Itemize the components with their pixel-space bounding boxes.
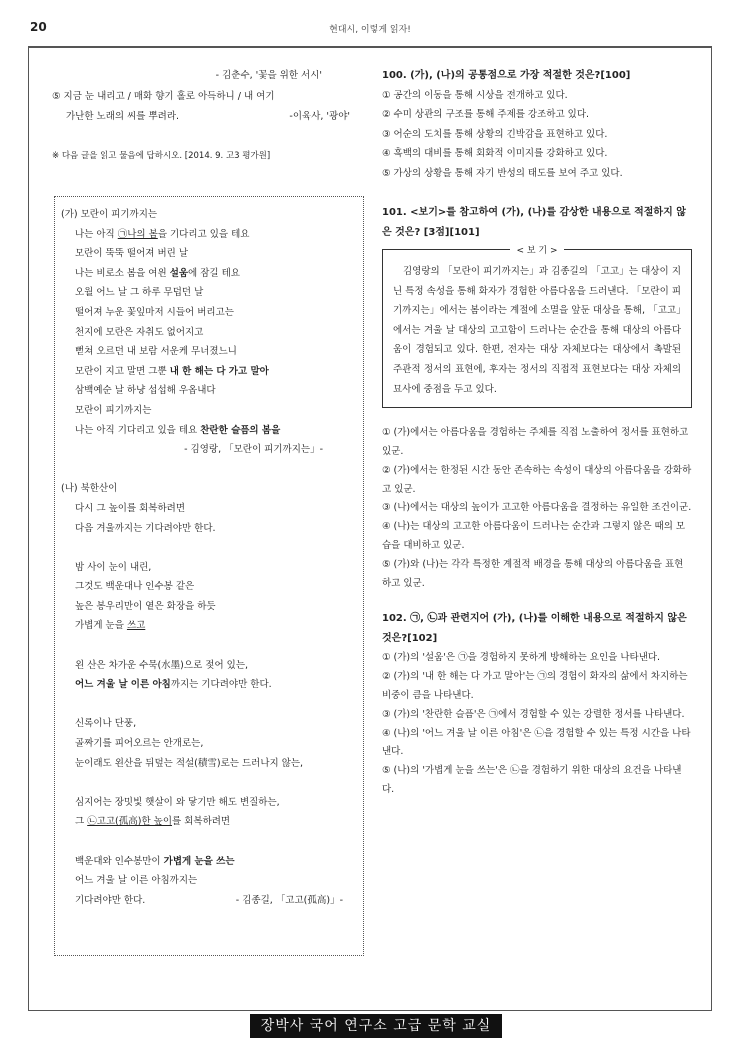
poem-line: 모란이 뚝뚝 떨어져 버린 날 <box>75 248 189 260</box>
citation-line: - 김춘수, '꽃을 위한 서시' <box>215 70 322 81</box>
question-102-title: 102. ㉠, ㉡과 관련지어 (가), (나)를 이해한 내용으로 적절하지 않은 것은?[102] <box>382 613 687 645</box>
option: ② (가)에서는 한정된 시간 동안 존속하는 속성이 대상의 아름다움을 강화하고 있군. <box>382 464 692 495</box>
left-column <box>52 66 362 166</box>
option: ② 수미 상관의 구조를 통해 주제를 강조하고 있다. <box>382 109 590 121</box>
passage-na-label: (나) 북한산이 <box>61 483 118 495</box>
poem-line: 모란이 피기까지는 <box>75 404 152 416</box>
question-101-title: 101. <보기>를 참고하여 (가), (나)를 감상한 내용으로 적절하지 않은 것은? [3점][101] <box>382 207 686 239</box>
poem-line: 떨어져 누운 꽃잎마저 시들어 버리고는 <box>75 306 234 318</box>
option: ⑤ (나)의 '가볍게 눈을 쓰는'은 ㉡을 경험하기 위한 대상의 요건을 나타낸다. <box>382 765 682 795</box>
option: ③ 어순의 도치를 통해 상황의 긴박감을 표현하고 있다. <box>382 128 608 140</box>
option: ⑤ (가)와 (나)는 각각 특정한 계절적 배경을 통해 대상의 아름다움을 표현하고 있군. <box>382 558 684 589</box>
left-border <box>28 46 29 1010</box>
option: ④ (나)의 '어느 겨울 날 이른 아침'은 ㉡을 경험할 수 있는 특정 시간을 나타낸다. <box>382 727 691 758</box>
bogi-box <box>382 246 692 408</box>
option: ③ (나)에서는 대상의 높이가 고고한 아름다움을 결정하는 유일한 조건이군. <box>382 502 692 514</box>
running-title: 현대시, 이렇게 읽자! <box>329 25 411 35</box>
poem-line: 다시 그 높이를 회복하려면 <box>75 502 186 514</box>
poem-line: 심지어는 장밋빛 햇살이 와 닿기만 해도 변질하는, <box>75 796 280 808</box>
poem-line: 어느 겨울 날 이른 아침까지는 <box>75 875 198 887</box>
poem-line: 밤 사이 눈이 내린, <box>75 561 152 573</box>
option: ② (가)의 '내 한 해는 다 가고 말아'는 ㉠의 경험이 화자의 삶에서 차지하는 비중이 큼을 나타낸다. <box>382 671 688 701</box>
poem-line: 나는 비로소 봄을 여읜 설움에 잠길 테요 <box>75 267 240 279</box>
option: ⑤ 가상의 상황을 통해 자기 반성의 태도를 보여 주고 있다. <box>382 167 623 179</box>
poem-text: 가난한 노래의 씨를 뿌려라. <box>66 111 180 123</box>
poem-line: 천지에 모란은 자취도 없어지고 <box>75 326 204 338</box>
poem-line: 나는 아직 기다리고 있을 테요 찬란한 슬픔의 봄을 <box>75 424 281 436</box>
poem-line: 골짜기를 피어오르는 안개로는, <box>75 738 204 750</box>
poem-line: 높은 봉우리만이 옅은 화장을 하듯 <box>75 600 216 612</box>
footer-banner: 장박사 국어 연구소 고급 문학 교실 <box>250 1014 502 1038</box>
bogi-label: < 보 기 > <box>510 246 563 256</box>
header-rule <box>28 46 712 48</box>
poem-line: 가볍게 눈을 쓰고 <box>75 620 146 632</box>
poem-line: ⑤ 지금 눈 내리고 / 매화 향기 홀로 아득하니 / 내 여기 <box>52 90 275 102</box>
option: ① 공간의 이동을 통해 시상을 전개하고 있다. <box>382 90 568 101</box>
instruction: ※ 다음 글을 읽고 물음에 답하시오. [2014. 9. 고3 평가원] <box>52 150 271 161</box>
option: ① (가)에서는 아름다움을 경험하는 주체를 직접 노출하여 정서를 표현하고 있군. <box>382 427 689 457</box>
passage-ga-label: (가) 모란이 피기까지는 <box>61 209 158 220</box>
poem-line: 기다려야만 한다. - 김종길, 「고고(孤高)」- <box>61 891 357 911</box>
poem-line: 모란이 지고 말면 그뿐 내 한 해는 다 가고 말아 <box>75 365 269 377</box>
question-102-options <box>382 649 692 799</box>
option: ④ 흑백의 대비를 통해 회화적 이미지를 강화하고 있다. <box>382 148 608 160</box>
passage-box <box>54 196 364 956</box>
poem-line: 그 ㉡고고(孤高)한 높이를 회복하려면 <box>75 816 231 828</box>
option: ③ (가)의 '찬란한 슬픔'은 ㉠에서 경험할 수 있는 강렬한 정서를 나타낸다. <box>382 708 685 720</box>
right-border <box>711 46 712 1010</box>
poem-line: 다음 겨울까지는 기다려야만 한다. <box>75 522 216 534</box>
citation: -이육사, '광야' <box>289 111 350 123</box>
poem-line: 뻗쳐 오르던 내 보람 서운케 무너졌느니 <box>75 346 237 358</box>
bogi-text: 김영랑의 「모란이 피기까지는」과 김종길의 「고고」는 대상이 지닌 특정 속성을 통해 화자가 경험한 아름다움을 드러낸다. 「모란이 피기까지는」에서는 봄이라는 계절에 소멸을 앞둔 대상을 통해, 「고고」에서는 겨울 날 대상의 고고함이 드러나는 순간을 통해 대상의 아름다움이 경험되고 있다. 한편, 전자는 대상 자체보다는 대상에서 촉발된 주관적 정서의 표현에, 후자는 정서의 직접적 표현보다는 대상 자체의 묘사에 중점을 두고 있다. <box>393 266 681 395</box>
bottom-rule <box>28 1010 712 1011</box>
question-100-title: 100. (가), (나)의 공통점으로 가장 적절한 것은?[100] <box>382 70 631 81</box>
page-number: 20 <box>30 20 47 34</box>
poem-line: 삼백예순 날 하냥 섭섭해 우옵내다 <box>75 385 216 397</box>
poem-line: 그것도 백운대나 인수봉 같은 <box>75 581 195 593</box>
poem-line <box>52 107 362 128</box>
marker-b: ㉡고고(孤高)한 높이 <box>87 816 173 828</box>
poem-line: 백운대와 인수봉만이 가볍게 눈을 쓰는 <box>75 855 235 867</box>
poem-line: 오월 어느 날 그 하루 무덥던 날 <box>75 287 204 299</box>
poem-line: 신록이나 단풍, <box>75 718 137 730</box>
right-column <box>382 66 692 800</box>
option: ① (가)의 '설움'은 ㉠을 경험하지 못하게 방해하는 요인을 나타낸다. <box>382 652 661 664</box>
option: ④ (나)는 대상의 고고한 아름다움이 드러나는 순간과 그렇지 않은 때의 모습을 대비하고 있군. <box>382 521 686 551</box>
citation: - 김종길, 「고고(孤高)」- <box>235 894 343 906</box>
citation: - 김영랑, 「모란이 피기까지는」- <box>184 444 323 456</box>
poem-line: 왼 산은 차가운 수묵(水墨)으로 젖어 있는, <box>75 659 249 671</box>
poem-line: 눈이래도 왼산을 뒤덮는 적설(積雪)로는 드러나지 않는, <box>75 757 304 769</box>
poem-line: 나는 아직 ㉠나의 봄을 기다리고 있을 테요 <box>75 228 250 240</box>
marker-a: ㉠나의 봄 <box>117 228 158 240</box>
question-100-options <box>382 86 692 183</box>
question-101-options <box>382 424 692 593</box>
poem-line: 어느 겨울 날 이른 아침까지는 기다려야만 한다. <box>75 679 272 691</box>
